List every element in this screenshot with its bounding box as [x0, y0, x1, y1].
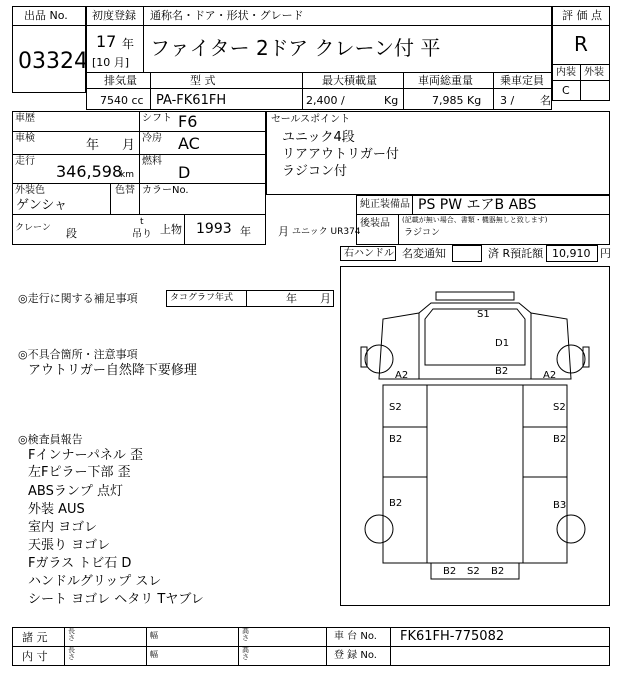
upper-maker: ユニック UR374	[292, 227, 361, 237]
first-reg-year: 17	[96, 32, 117, 51]
footer-width-label-2: 幅	[150, 650, 158, 659]
exterior-label: 外装	[584, 67, 604, 78]
diagram-mark-12: B2	[443, 566, 457, 577]
inspector-item-2: 左Fピラー下部 歪	[28, 465, 131, 480]
shift-value: F6	[178, 112, 198, 131]
specs-label-row	[86, 72, 552, 89]
recycle-unit: 円	[600, 247, 611, 260]
inspector-item-1: Fインナーパネル 歪	[28, 448, 143, 463]
inspection-month: 月	[122, 138, 136, 153]
inspector-item-5: 室内 ヨゴレ	[28, 520, 98, 535]
chassis-label: 車 台 No.	[334, 631, 377, 642]
first-reg-year-unit: 年	[122, 37, 135, 51]
inspector-title: ◎検査員報告	[18, 433, 83, 446]
inspector-item-8: ハンドルグリップ スレ	[28, 574, 162, 589]
gross-weight-label: 車両総重量	[418, 74, 473, 87]
footer-row-2	[12, 646, 610, 666]
history-label: 車歴	[15, 113, 35, 124]
footer-length-label-1: 長さ	[68, 627, 75, 642]
diagram-mark-5: A2	[543, 370, 557, 381]
tachograph-month: 月	[320, 292, 331, 305]
name-change-label: 名変通知	[402, 247, 446, 260]
mileage-value: 346,598	[56, 162, 123, 181]
genuine-equipment-label: 純正装備品	[360, 199, 410, 210]
diagram-mark-9: B2	[553, 434, 567, 445]
supplement-title: ◎走行に関する補足事項	[18, 292, 138, 305]
diagram-mark-13: S2	[467, 566, 480, 577]
recycle-amount: 10,910	[552, 247, 591, 260]
lot-number: 03324	[18, 49, 88, 74]
genuine-equipment-value: PS PW エアB ABS	[418, 197, 537, 213]
diagram-mark-7: S2	[553, 402, 566, 413]
color-value: ゲンシャ	[16, 198, 68, 213]
car-name: ファイター 2ドア クレーン付 平	[150, 36, 441, 60]
footer-specs-label: 諸 元	[22, 631, 48, 644]
diagram-mark-8: B2	[389, 434, 403, 445]
mileage-label: 走行	[15, 156, 35, 167]
color-label: 外装色	[15, 185, 45, 196]
max-load-value: 2,400 /	[306, 94, 345, 107]
aftermarket-label: 後装品	[360, 218, 390, 229]
inspection-year: 年	[86, 138, 100, 153]
ac-label: 冷房	[142, 133, 162, 144]
inspector-item-4: 外装 AUS	[28, 502, 85, 517]
upper-label: 上物	[160, 223, 182, 236]
displacement-label: 排気量	[104, 74, 137, 87]
crane-stage: 段	[66, 227, 77, 240]
registration-label: 登 録 No.	[334, 650, 377, 661]
crane-ton: 吊り	[132, 229, 152, 240]
sales-point-3: ラジコン付	[282, 164, 348, 179]
recycle-label: 済 R預託額	[488, 247, 544, 260]
tachograph-year: 年	[286, 292, 297, 305]
diagram-mark-6: S2	[389, 402, 402, 413]
color-no-label: カラーNo.	[142, 185, 189, 196]
shift-label: シフト	[142, 113, 172, 124]
inspector-item-3: ABSランプ 点灯	[28, 484, 123, 499]
footer-row-1	[12, 627, 610, 647]
aftermarket-note: (記載が無い場合、書類・機器無しと致します)	[402, 216, 548, 224]
max-load-unit: Kg	[384, 94, 399, 107]
color-code-label: 色替	[115, 185, 135, 196]
model-value: PA-FK61FH	[156, 93, 227, 108]
name-change-box	[452, 245, 482, 262]
diagram-mark-14: B2	[491, 566, 505, 577]
crane-ton-unit: t	[140, 217, 144, 227]
footer-height-label-1: 高さ	[242, 627, 249, 642]
right-hand-label: 右ハンドル	[344, 248, 394, 259]
interior-value: C	[562, 84, 570, 97]
aftermarket-value: ラジコン	[404, 228, 441, 238]
car-name-label: 通称名・ドア・形状・グレード	[150, 9, 304, 22]
fuel-label: 燃料	[142, 156, 162, 167]
max-load-label: 最大積載量	[322, 74, 377, 87]
footer-length-label-2: 長さ	[68, 646, 75, 661]
grade-label: 評 価 点	[562, 9, 602, 22]
footer-height-label-2: 高さ	[242, 646, 249, 661]
first-reg-label: 初度登録	[92, 9, 136, 22]
capacity-value: 3 /	[500, 94, 515, 107]
truck-outline	[341, 267, 609, 605]
inspector-item-7: Fガラス トビ石 D	[28, 556, 132, 571]
defect-item-1: アウトリガー自然降下要修理	[28, 363, 197, 378]
diagram-mark-4: B2	[495, 366, 509, 377]
fuel-value: D	[178, 163, 191, 182]
sales-point-1: ユニック4段	[282, 130, 355, 145]
inspector-item-9: シート ヨゴレ ヘタリ Tヤブレ	[28, 592, 204, 607]
interior-label: 内装	[556, 67, 576, 78]
diagram-mark-10: B2	[389, 498, 403, 509]
diagram-mark-11: B3	[553, 500, 567, 511]
diagram-mark-2: D1	[495, 338, 510, 349]
capacity-label: 乗車定員	[500, 74, 544, 87]
crane-label: クレーン	[15, 223, 51, 233]
footer-interior-label: 内 寸	[22, 650, 48, 663]
diagram-mark-3: A2	[395, 370, 409, 381]
footer-width-label-1: 幅	[150, 631, 158, 640]
tachograph-label: タコグラフ年式	[170, 293, 234, 303]
defect-title: ◎不具合箇所・注意事項	[18, 348, 138, 361]
mileage-unit: km	[120, 170, 134, 180]
ac-value: AC	[178, 134, 200, 153]
model-label: 型 式	[190, 74, 216, 87]
diagram-mark-1: S1	[477, 309, 490, 320]
first-reg-month: [10 月]	[92, 56, 130, 69]
vehicle-diagram	[340, 266, 610, 606]
sales-points-label: セールスポイント	[271, 114, 351, 125]
chassis-value: FK61FH-775082	[400, 629, 505, 644]
upper-year: 1993	[196, 221, 232, 237]
lot-label: 出品 No.	[24, 9, 68, 22]
grade-value: R	[574, 32, 588, 56]
inspection-label: 車検	[15, 133, 35, 144]
displacement-value: 7540 cc	[100, 94, 144, 107]
upper-month: 月	[278, 225, 289, 238]
sales-point-2: リアアウトリガー付	[282, 147, 399, 162]
upper-year-unit: 年	[240, 225, 251, 238]
exterior-value-cell	[580, 80, 610, 101]
inspector-item-6: 天張り ヨゴレ	[28, 538, 111, 553]
gross-weight-value: 7,985 Kg	[432, 94, 482, 107]
capacity-unit: 名	[540, 94, 551, 107]
